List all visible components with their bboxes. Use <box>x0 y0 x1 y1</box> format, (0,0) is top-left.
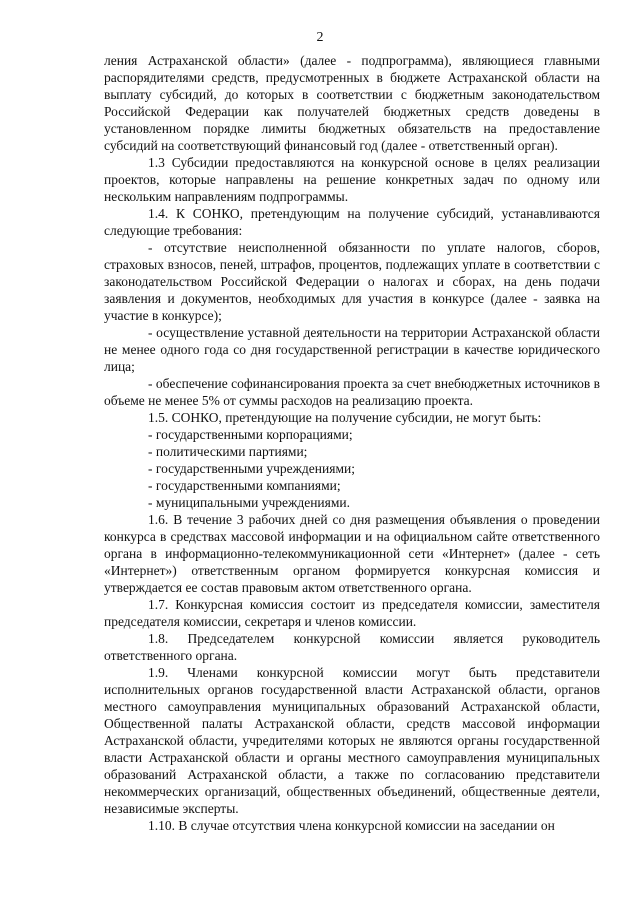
paragraph: - государственными корпорациями; <box>148 427 353 442</box>
paragraph: 1.7. Конкурсная комиссия состоит из председателя комиссии, заместителя председателя комиссии, секретаря и членов комиссии. <box>104 597 600 629</box>
paragraph: 1.8. Председателем конкурсной комиссии является руководитель ответственного органа. <box>104 631 600 663</box>
paragraph: - государственными компаниями; <box>148 478 341 493</box>
paragraph: 1.3 Субсидии предоставляются на конкурсной основе в целях реализации проектов, которые направлены на решение конкретных задач по одному или нескольким направлениям подпрограммы. <box>104 155 600 204</box>
paragraph: ления Астраханской области» (далее - подпрограмма), являющиеся главными распорядителями средств, предусмотренных в бюджете Астраханской области на выплату субсидий, до которых в соответствии с бюджетным законодательством Российской Федерации как получателей бюджетных средств доведены в установленном порядке лимиты бюджетных обязательств на предоставление субсидий на соответствующий финансовый год (далее - ответственный орган). <box>104 53 600 153</box>
paragraph: 1.5. СОНКО, претендующие на получение субсидии, не могут быть: <box>148 410 542 425</box>
paragraph: 1.9. Членами конкурсной комиссии могут быть представители исполнительных органов государственной власти Астраханской области, органов местного самоуправления муниципальных образований Астраханской области, Общественной палаты Астраханской области, средств массовой информации Астраханской области, учредителями которых не являются органы государственной власти Астраханской области и органы местного самоуправления муниципальных образований Астраханской области, а также по согласованию представители некоммерческих организаций, общественных объединений, общественные деятели, независимые эксперты. <box>104 665 600 816</box>
document-body <box>104 52 600 834</box>
paragraph: 1.4. К СОНКО, претендующим на получение субсидий, устанавливаются следующие требования: <box>104 206 600 238</box>
paragraph: - осуществление уставной деятельности на территории Астраханской области не менее одного года со дня государственной регистрации в качестве юридического лица; <box>104 325 600 374</box>
paragraph: 1.10. В случае отсутствия члена конкурсной комиссии на заседании он <box>148 818 555 833</box>
paragraph: - обеспечение софинансирования проекта за счет внебюджетных источников в объеме не менее 5% от суммы расходов на реализацию проекта. <box>104 376 600 408</box>
paragraph: - муниципальными учреждениями. <box>148 495 350 510</box>
page-number: 2 <box>316 30 324 45</box>
paragraph: - государственными учреждениями; <box>148 461 355 476</box>
paragraph: - отсутствие неисполненной обязанности по уплате налогов, сборов, страховых взносов, пеней, штрафов, процентов, подлежащих уплате в соответствии с законодательством Российской Федерации о налогах и сборах, на день подачи заявления и документов, необходимых для участия в конкурсе (далее - заявка на участие в конкурсе); <box>104 240 600 323</box>
paragraph: - политическими партиями; <box>148 444 308 459</box>
paragraph: 1.6. В течение 3 рабочих дней со дня размещения объявления о проведении конкурса в средствах массовой информации и на официальном сайте ответственного органа в информационно-телекоммуникационной сети «Интернет» (далее - сеть «Интернет») ответственным органом формируется конкурсная комиссия и утверждается ее состав правовым актом ответственного органа. <box>104 512 600 595</box>
